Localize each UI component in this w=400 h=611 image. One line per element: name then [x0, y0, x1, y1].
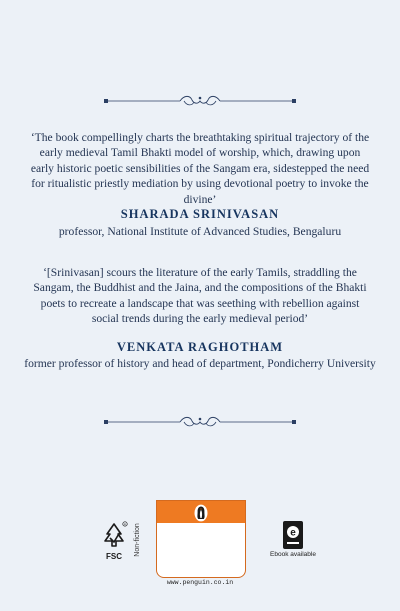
ornament-divider-icon [104, 94, 296, 108]
penguin-logo-icon [193, 504, 209, 522]
fsc-label: FSC [106, 552, 122, 561]
quote-text: ‘The book compellingly charts the breathtaking spiritual trajectory of the early medieval Tamil Bhakti model of worship, which, drawing upon early historic poetic sensibilities of the Sangam era, sidestepped the need for ritualistic priestly mediation by using devotional poetry to invoke the divine’ [30, 131, 370, 206]
category-label: Non-fiction [134, 523, 141, 557]
quote-author: VENKATA RAGHOTHAM [116, 340, 284, 354]
svg-text:R: R [123, 522, 127, 527]
ebook-label: Ebook available [270, 551, 316, 558]
publisher-website: www.penguin.co.in [166, 579, 234, 586]
ebook-icon [282, 520, 304, 550]
quote-author: SHARADA SRINIVASAN [120, 207, 280, 221]
quote-affiliation: professor, National Institute of Advanced Studies, Bengaluru [58, 225, 342, 238]
quote-affiliation: former professor of history and head of department, Pondicherry University [24, 357, 376, 370]
ebook-letter: e [290, 527, 296, 539]
quote-text: ‘[Srinivasan] scours the literature of the early Tamils, straddling the Sangam, the Buddhist and the Jaina, and the compositions of the Bhakti poets to recreate a landscape that was seething with rebellion against social trends during the early medieval period’ [33, 266, 367, 326]
barcode-panel [156, 500, 246, 578]
ornament-divider-icon [104, 415, 296, 429]
